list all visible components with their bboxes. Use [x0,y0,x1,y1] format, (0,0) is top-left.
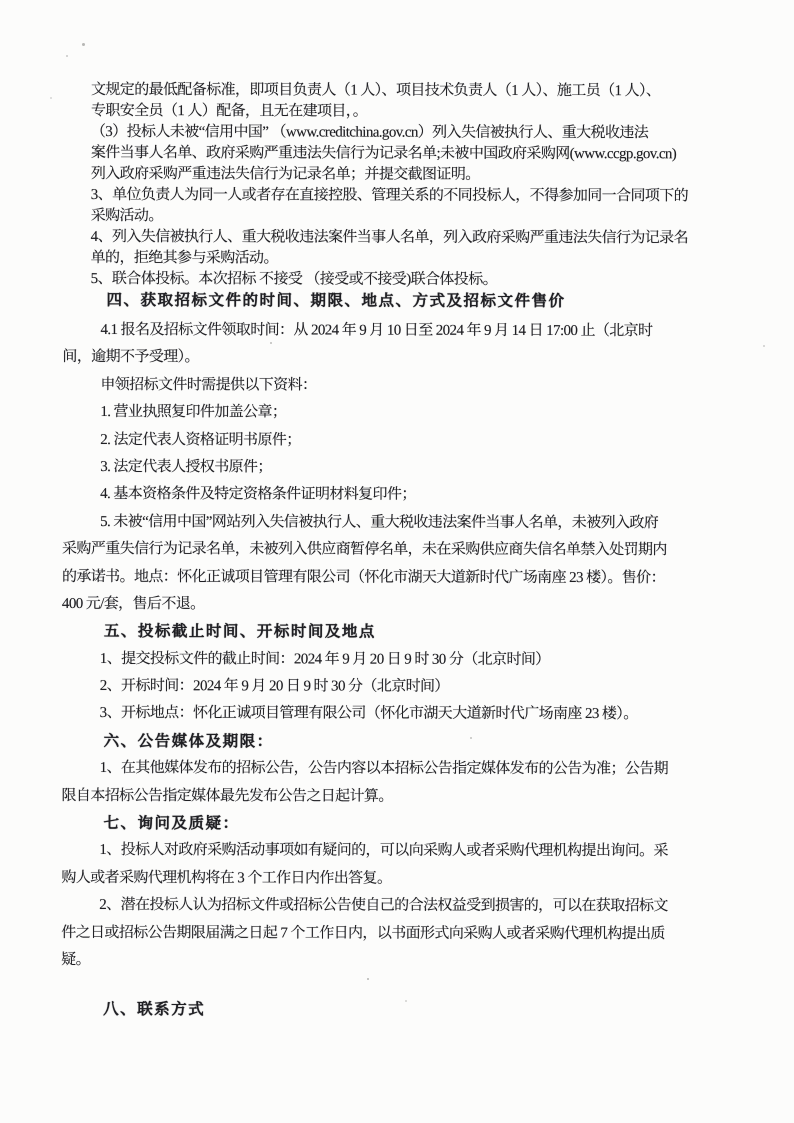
text-line: 采购活动。 [90,208,163,225]
text-line: 间，逾期不予受理）。 [62,349,199,366]
text-line: 5、联合体投标。本次招标 不接受 （接受或不接受)联合体投标。 [90,271,498,288]
text-line: 八、联系方式 [103,1001,206,1019]
text-line: 件之日或招标公告期限届满之日起 7 个工作日内，以书面形式向采购人或者采购代理机构提出质 [61,924,665,942]
text-line: 申领招标文件时需提供以下资料： [100,376,317,394]
section-heading [62,618,793,647]
text-line: 3、开标地点：怀化正诚项目管理有限公司（怀化市湖天大道新时代广场南座 23 楼）。 [99,705,638,723]
paragraph [91,227,794,270]
paragraph [61,755,792,811]
text-line: 2. 法定代表人资格证明书原件； [100,431,301,449]
text-line: 五、投标截止时间、开标时间及地点 [103,623,376,641]
paragraph [62,509,793,620]
section-heading [61,996,792,1025]
text-line: 四、获取招标文件的时间、期限、地点、方式及招标文件售价 [106,292,566,310]
text-line: 2、潜在投标人认为招标文件或招标公告使自己的合法权益受到损害的，可以在获取招标文 [99,897,668,915]
text-line: 单的，拒绝其参与采购活动。 [90,250,278,267]
text-line: 六、公告媒体及期限： [103,732,274,751]
text-line: 的承诺书。地点：怀化正诚项目管理有限公司（怀化市湖天大道新时代广场南座 23 楼）。售价： [61,568,666,586]
paragraph [91,269,794,291]
text-line: 限自本招标公告指定媒体最先发布公告之日起计算。 [61,787,393,805]
text-line: 1、投标人对政府采购活动事项如有疑问的，可以向采购人或者采购代理机构提出询问。采 [99,842,668,860]
text-line: 案件当事人名单、政府采购严重违法失信行为记录名单;未被中国政府采购网(www.ccgp.gov.cn) [90,145,677,163]
paragraph [61,892,792,976]
text-line: 5. 未被“信用中国”网站列入失信被执行人、重大税收违法案件当事人名单，未被列入政府 [100,513,659,531]
text-line: 2、开标时间：2024 年 9 月 20 日 9 时 30 分（北京时间） [99,678,449,695]
paragraph [62,372,793,401]
paragraph [91,80,794,123]
paragraph [91,185,794,228]
paragraph [62,399,793,428]
text-line: 3、单位负责人为同一人或者存在直接控股、管理关系的不同投标人，不得参加同一合同项下的 [90,187,689,205]
text-line: （3）投标人未被“信用中国” （www.creditchina.gov.cn）列入失信被执行人、重大税收违法 [90,124,649,142]
text-line: 购人或者采购代理机构将在 3 个工作日内作出答复。 [61,869,392,887]
text-line: 4、列入失信被执行人、重大税收违法案件当事人名单，列入政府采购严重违法失信行为记录名 [90,229,689,247]
paragraph [62,673,793,702]
paragraph [61,837,792,893]
paragraph [62,700,793,729]
text-line: 文规定的最低配备标准，即项目负责人（1 人）、项目技术负责人（1 人）、施工员（1 人）、 [90,82,661,100]
paragraph [62,427,793,456]
text-line: 疑。 [61,951,91,968]
section-heading [61,810,792,839]
text-line: 列入政府采购严重违法失信行为记录名单；并提交截图证明。 [90,166,480,183]
text-line: 3. 法定代表人授权书原件； [100,458,272,476]
paragraph [62,481,793,510]
paragraph [91,122,794,186]
text-line: 4.1 报名及招标文件领取时间：从 2024 年 9 月 10 日至 2024 年 9 月 14 日 17:00 止（北京时 [100,322,653,340]
paragraph [62,646,793,675]
paragraph [62,454,793,483]
text-line: 专职安全员（1 人）配备，且无在建项目，。 [90,103,368,120]
text-line: 1、在其他媒体发布的招标公告，公告内容以本招标公告指定媒体发布的公告为准；公告期 [99,760,669,778]
text-line: 400 元/套，售后不退。 [61,595,205,613]
text-line: 1、提交投标文件的截止时间：2024 年 9 月 20 日 9 时 30 分（北京时间） [99,650,550,668]
text-line: 七、询问及质疑： [103,815,240,833]
upper-clauses-block [91,80,794,312]
lower-clauses-block [61,317,793,1025]
text-line: 采购严重失信行为记录名单，未被列入供应商暂停名单，未在采购供应商失信名单禁入处罚期内 [62,541,667,559]
text-line: 1. 营业执照复印件加盖公章； [100,404,287,421]
section-heading [107,290,794,312]
text-line: 4. 基本资格条件及特定资格条件证明材料复印件； [100,486,416,504]
paragraph [62,317,793,373]
section-heading [62,728,793,757]
